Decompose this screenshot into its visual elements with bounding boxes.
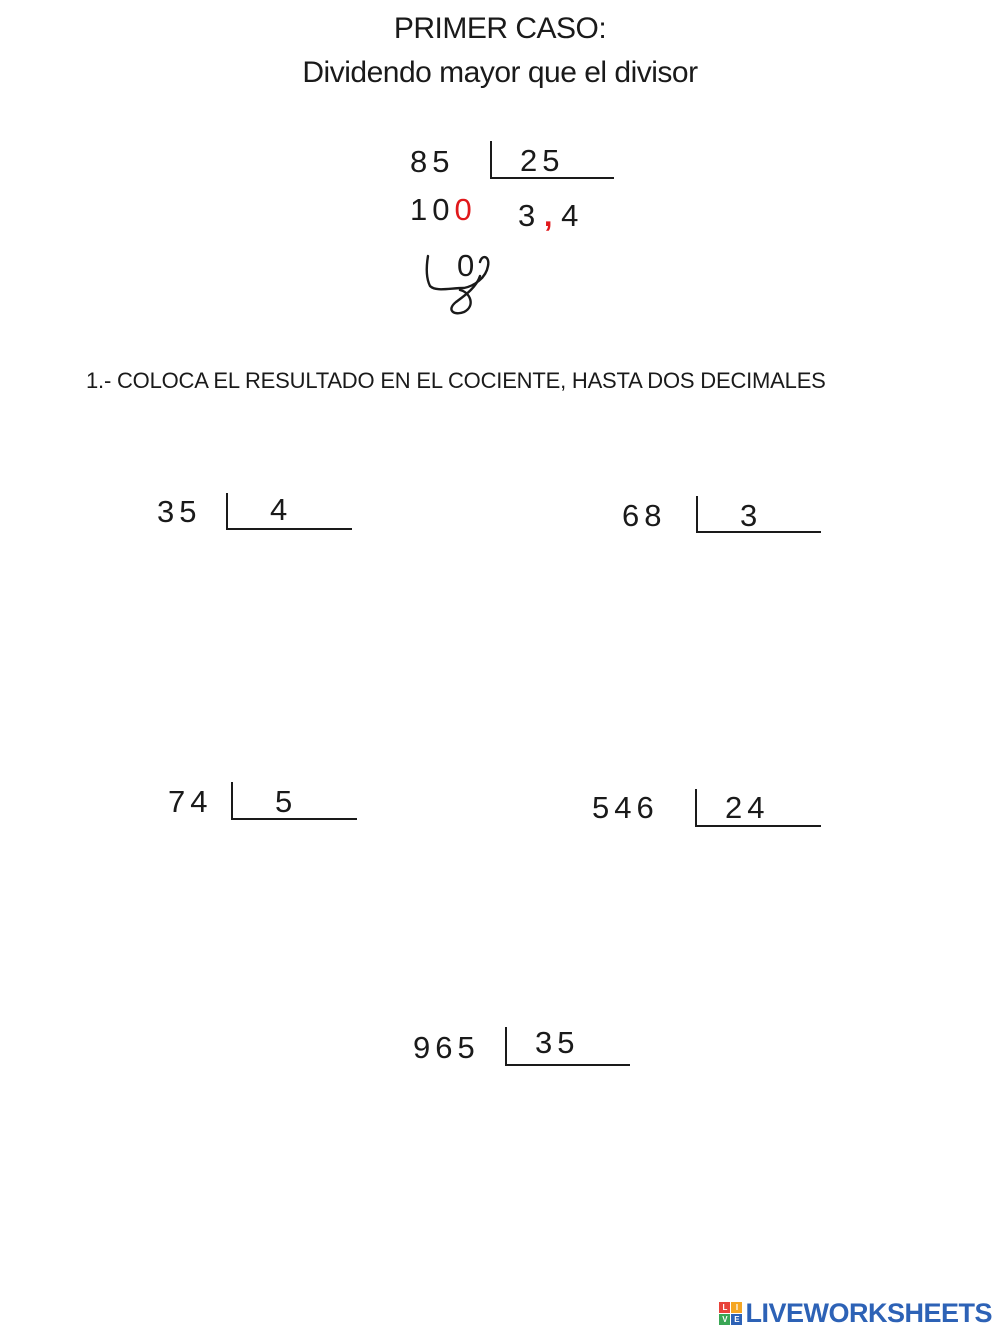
exercise-division [615, 480, 835, 540]
logo-mark-letter: L [719, 1302, 730, 1313]
example-appended-zero: 0 [454, 192, 477, 227]
exercise-dividend: 68 [622, 498, 667, 533]
exercise-divisor: 35 [535, 1025, 580, 1060]
page-subtitle: Dividendo mayor que el divisor [302, 56, 698, 89]
exercise-dividend: 74 [168, 784, 213, 819]
exercise-divisor: 4 [270, 492, 293, 527]
exercise-dividend: 965 [413, 1030, 480, 1065]
exercise-division [405, 1010, 645, 1070]
logo-text: LIVEWORKSHEETS [745, 1297, 992, 1328]
example-quotient-decimal: 4 [561, 198, 579, 233]
exercise-divisor: 24 [725, 790, 770, 825]
logo-mark-letter: E [731, 1314, 742, 1325]
exercise-division [585, 770, 825, 830]
example-decimal-comma: , [543, 198, 553, 233]
exercise-dividend: 35 [157, 494, 202, 529]
instruction-text: 1.- COLOCA EL RESULTADO EN EL COCIENTE, HASTA DOS DECIMALES [86, 368, 826, 393]
liveworksheets-logo [719, 1299, 992, 1327]
handwritten-mark-icon [420, 248, 500, 320]
example-divisor: 25 [520, 143, 565, 178]
exercise-division [160, 770, 380, 830]
example-quotient-integer: 3 [518, 198, 536, 233]
example-dividend: 85 [410, 144, 455, 179]
exercise-divisor: 5 [275, 784, 298, 819]
example-final-remainder: 0 [457, 248, 480, 283]
page-title: PRIMER CASO: [393, 12, 607, 45]
exercise-division [150, 480, 370, 540]
example-quotient [518, 200, 578, 231]
logo-mark-letter: V [719, 1314, 730, 1325]
worked-example [0, 0, 1000, 330]
logo-mark-letter: I [731, 1302, 742, 1313]
exercise-divisor: 3 [740, 498, 763, 533]
exercise-dividend: 546 [592, 790, 659, 825]
logo-mark-icon [719, 1302, 742, 1325]
example-remainder-digits: 10 [410, 192, 455, 227]
example-remainder-step [410, 194, 477, 225]
